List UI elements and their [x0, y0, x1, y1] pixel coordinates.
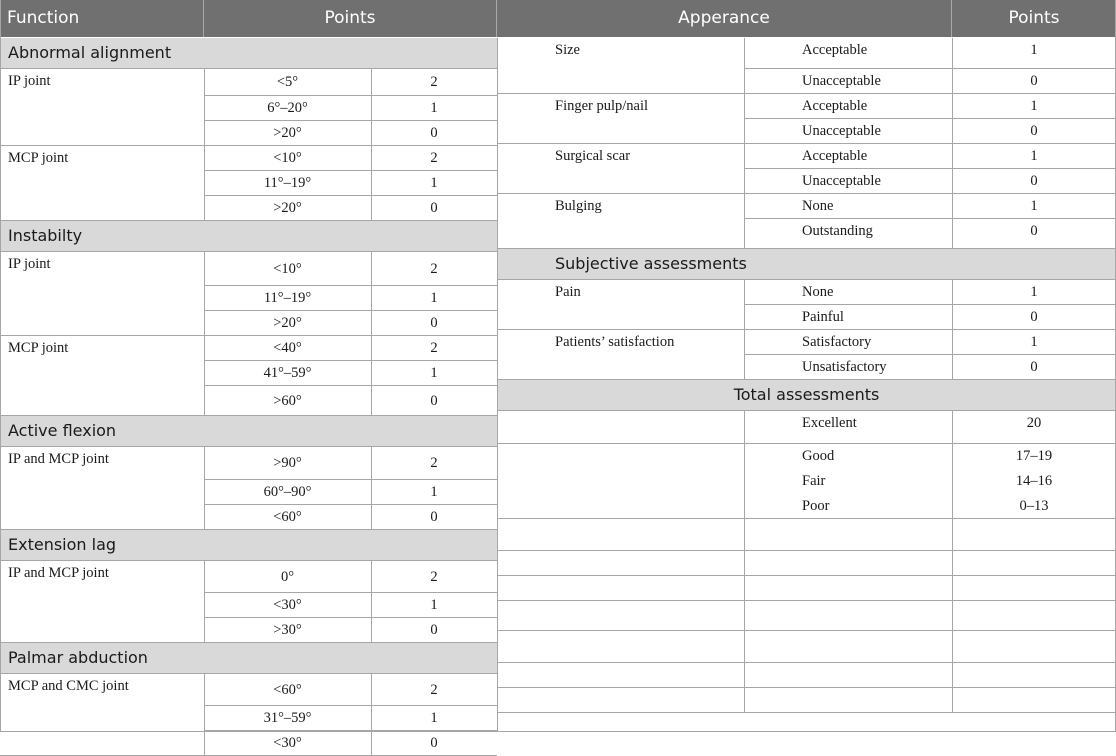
row-divider — [497, 550, 1116, 551]
column-divider — [744, 330, 745, 355]
column-divider — [744, 551, 745, 576]
rating-cell: Acceptable — [802, 148, 868, 164]
points-cell: 1 — [430, 175, 438, 191]
column-divider — [204, 731, 205, 756]
column-divider — [371, 336, 372, 361]
points-cell: 0 — [1030, 73, 1038, 89]
column-divider — [371, 731, 372, 756]
rating-cell: Unacceptable — [802, 73, 881, 89]
criterion-cell: <5° — [276, 74, 299, 90]
outer-border — [0, 0, 1, 732]
column-divider — [204, 196, 205, 221]
column-divider — [204, 618, 205, 643]
column-divider — [952, 444, 953, 469]
points-cell: 2 — [430, 261, 438, 277]
column-divider — [744, 94, 745, 119]
criterion-cell: >20° — [273, 125, 302, 141]
column-divider — [371, 386, 372, 416]
column-divider — [952, 38, 953, 69]
column-divider — [952, 144, 953, 169]
criterion-cell: <60° — [273, 509, 302, 525]
column-divider — [744, 469, 745, 494]
criterion-cell: >20° — [273, 315, 302, 331]
rating-cell: Satisfactory — [802, 334, 872, 350]
criterion-cell: <40° — [273, 340, 302, 356]
column-divider — [952, 551, 953, 576]
column-divider — [371, 121, 372, 146]
column-divider — [744, 355, 745, 380]
column-divider — [744, 494, 745, 519]
column-divider — [204, 252, 205, 286]
row-divider — [497, 575, 1116, 576]
column-divider — [744, 688, 745, 713]
column-divider — [204, 121, 205, 146]
section-title: Abnormal alignment — [0, 38, 497, 69]
column-divider — [371, 674, 372, 706]
column-divider — [371, 171, 372, 196]
points-cell: 1 — [1030, 98, 1038, 114]
column-divider — [204, 593, 205, 618]
points-cell: 1 — [430, 484, 438, 500]
joint-label: MCP joint — [8, 150, 69, 166]
criterion-cell: 41°–59° — [263, 365, 312, 381]
column-divider — [952, 305, 953, 330]
column-divider — [371, 706, 372, 731]
column-divider — [371, 252, 372, 286]
row-divider — [497, 662, 1116, 663]
column-divider — [204, 96, 205, 121]
joint-label: MCP joint — [8, 340, 69, 356]
column-divider — [744, 119, 745, 144]
section-title: Extension lag — [0, 530, 497, 561]
section-title: Subjective assessments — [497, 249, 1116, 280]
column-divider — [371, 69, 372, 96]
column-divider — [952, 280, 953, 305]
section-title: Active flexion — [0, 416, 497, 447]
column-divider — [952, 688, 953, 713]
column-divider — [952, 576, 953, 601]
section-title: Total assessments — [497, 380, 1116, 411]
criterion-cell: <30° — [273, 735, 302, 751]
header-appearance: Apperance — [497, 0, 952, 37]
score-range-cell: 17–19 — [1015, 448, 1053, 464]
header-points-left: Points — [204, 0, 497, 37]
rating-cell: Unsatisfactory — [802, 359, 887, 375]
points-cell: 0 — [430, 393, 438, 409]
subjective-item: Pain — [555, 284, 581, 300]
row-divider — [497, 600, 1116, 601]
rating-cell: Unacceptable — [802, 173, 881, 189]
points-cell: 1 — [1030, 148, 1038, 164]
column-divider — [204, 311, 205, 336]
row-divider — [497, 518, 1116, 519]
column-divider — [371, 146, 372, 171]
column-divider — [952, 663, 953, 688]
rating-cell: Painful — [802, 309, 844, 325]
appearance-item: Surgical scar — [555, 148, 631, 164]
header-points-right: Points — [952, 0, 1116, 37]
score-range-cell: 0–13 — [1019, 498, 1049, 514]
criterion-cell: <10° — [273, 150, 302, 166]
criterion-cell: 11°–19° — [263, 175, 312, 191]
points-cell: 1 — [1030, 284, 1038, 300]
column-divider — [204, 69, 205, 96]
section-title: Palmar abduction — [0, 643, 497, 674]
column-divider — [744, 69, 745, 94]
column-divider — [744, 194, 745, 219]
column-divider — [952, 330, 953, 355]
points-cell: 0 — [1030, 359, 1038, 375]
points-cell: 0 — [1030, 223, 1038, 239]
criterion-cell: >60° — [273, 393, 302, 409]
joint-label: IP and MCP joint — [8, 451, 109, 467]
column-divider — [744, 601, 745, 631]
points-cell: 0 — [430, 315, 438, 331]
points-cell: 0 — [430, 200, 438, 216]
column-divider — [952, 219, 953, 249]
row-divider — [497, 712, 1116, 713]
points-cell: 0 — [1030, 123, 1038, 139]
column-divider — [952, 94, 953, 119]
column-divider — [371, 561, 372, 593]
points-cell: 2 — [430, 340, 438, 356]
column-divider — [204, 674, 205, 706]
column-divider — [744, 144, 745, 169]
column-divider — [371, 593, 372, 618]
column-divider — [371, 286, 372, 311]
column-divider — [952, 411, 953, 444]
column-divider — [744, 519, 745, 551]
criterion-cell: 60°–90° — [263, 484, 312, 500]
column-divider — [204, 505, 205, 530]
column-divider — [952, 469, 953, 494]
criterion-cell: 6°–20° — [267, 100, 308, 116]
criterion-cell: 0° — [280, 569, 295, 585]
points-cell: 2 — [430, 569, 438, 585]
column-divider — [952, 355, 953, 380]
criterion-cell: >90° — [273, 455, 302, 471]
column-divider — [371, 505, 372, 530]
rating-cell: None — [802, 198, 834, 214]
appearance-item: Finger pulp/nail — [555, 98, 649, 114]
column-divider — [204, 171, 205, 196]
column-divider — [371, 447, 372, 480]
joint-label: IP and MCP joint — [8, 565, 109, 581]
column-divider — [744, 305, 745, 330]
column-divider — [952, 69, 953, 94]
criterion-cell: >30° — [273, 622, 302, 638]
column-divider — [744, 38, 745, 69]
column-divider — [952, 601, 953, 631]
points-cell: 1 — [1030, 334, 1038, 350]
joint-label: MCP and CMC joint — [8, 678, 129, 694]
points-cell: 0 — [430, 125, 438, 141]
criterion-cell: 31°–59° — [263, 710, 312, 726]
points-cell: 1 — [1030, 198, 1038, 214]
joint-label: IP joint — [8, 256, 51, 272]
column-divider — [952, 494, 953, 519]
score-range-cell: 14–16 — [1015, 473, 1053, 489]
column-divider — [371, 618, 372, 643]
points-cell: 2 — [430, 74, 438, 90]
points-cell: 0 — [430, 622, 438, 638]
rating-cell: Outstanding — [802, 223, 873, 239]
joint-label: IP joint — [8, 73, 51, 89]
column-divider — [952, 194, 953, 219]
score-range-cell: 20 — [1026, 415, 1042, 431]
points-cell: 2 — [430, 150, 438, 166]
criterion-cell: 11°–19° — [263, 290, 312, 306]
criterion-cell: >20° — [273, 200, 302, 216]
criterion-cell: <60° — [273, 682, 302, 698]
points-cell: 2 — [430, 455, 438, 471]
column-divider — [744, 444, 745, 469]
column-divider — [371, 311, 372, 336]
column-divider — [744, 169, 745, 194]
column-divider — [371, 96, 372, 121]
column-divider — [204, 706, 205, 731]
grade-cell: Good — [802, 448, 835, 464]
column-divider — [204, 561, 205, 593]
grade-cell: Poor — [802, 498, 830, 514]
points-cell: 2 — [430, 682, 438, 698]
column-divider — [952, 631, 953, 663]
appearance-item: Bulging — [555, 198, 602, 214]
grade-cell: Fair — [802, 473, 826, 489]
panel-divider — [497, 38, 498, 732]
points-cell: 0 — [430, 735, 438, 751]
column-divider — [204, 447, 205, 480]
rating-cell: None — [802, 284, 834, 300]
column-divider — [744, 219, 745, 249]
column-divider — [744, 631, 745, 663]
column-divider — [204, 286, 205, 311]
points-cell: 1 — [430, 365, 438, 381]
section-title: Instabilty — [0, 221, 497, 252]
column-divider — [744, 576, 745, 601]
column-divider — [204, 386, 205, 416]
points-cell: 1 — [430, 100, 438, 116]
column-divider — [952, 119, 953, 144]
row-divider — [497, 630, 1116, 631]
points-cell: 0 — [430, 509, 438, 525]
row-divider — [497, 687, 1116, 688]
column-divider — [204, 361, 205, 386]
column-divider — [204, 336, 205, 361]
column-divider — [952, 519, 953, 551]
points-cell: 1 — [430, 710, 438, 726]
subjective-item: Patients’ satisfaction — [555, 334, 675, 350]
column-divider — [371, 361, 372, 386]
header-function: Function — [0, 0, 204, 37]
rating-cell: Acceptable — [802, 42, 868, 58]
column-divider — [371, 196, 372, 221]
points-cell: 0 — [1030, 309, 1038, 325]
rating-cell: Unacceptable — [802, 123, 881, 139]
column-divider — [744, 411, 745, 444]
column-divider — [371, 480, 372, 505]
grade-cell: Excellent — [802, 415, 857, 431]
rating-cell: Acceptable — [802, 98, 868, 114]
points-cell: 0 — [1030, 173, 1038, 189]
criterion-cell: <10° — [273, 261, 302, 277]
column-divider — [744, 663, 745, 688]
column-divider — [204, 480, 205, 505]
column-divider — [952, 169, 953, 194]
points-cell: 1 — [430, 597, 438, 613]
criterion-cell: <30° — [273, 597, 302, 613]
points-cell: 1 — [430, 290, 438, 306]
column-divider — [744, 280, 745, 305]
points-cell: 1 — [1030, 42, 1038, 58]
column-divider — [204, 146, 205, 171]
appearance-item: Size — [555, 42, 580, 58]
